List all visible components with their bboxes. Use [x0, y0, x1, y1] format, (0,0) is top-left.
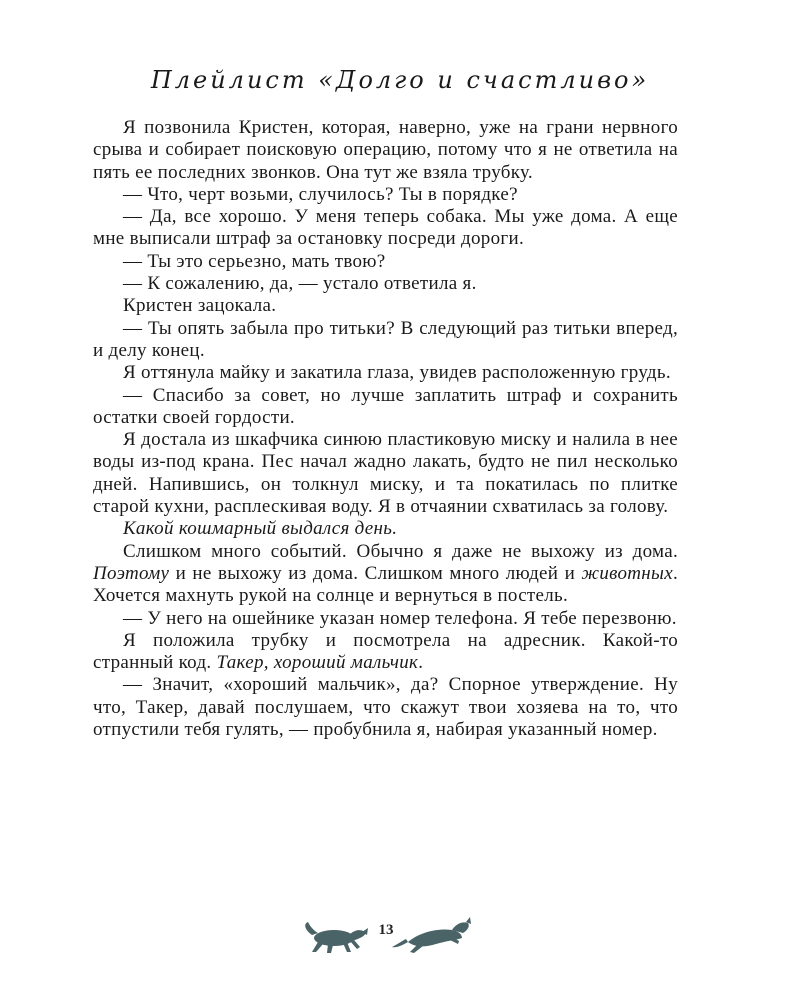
paragraph: [93, 295, 678, 317]
paragraph: [93, 429, 678, 518]
paragraph: [93, 518, 678, 540]
paragraph: [93, 184, 678, 206]
italic-run: Поэтому: [93, 562, 170, 584]
text-run: Я положила трубку и посмотрела на адресник. Какой-то странный код.: [93, 629, 678, 674]
paragraph: [93, 608, 678, 630]
text-run: . Хочется махнуть рукой на солнце и вернуться в постель.: [93, 562, 678, 607]
text-run: Я оттянула майку и закатила глаза, увидев расположенную грудь.: [123, 362, 671, 384]
paragraph: [93, 385, 678, 430]
text-run: Слишком много событий. Обычно я даже не выхожу из дома.: [123, 540, 678, 562]
text-run: — Да, все хорошо. У меня теперь собака. Мы уже дома. А еще мне выписали штраф за остановку посреди дороги.: [93, 206, 678, 250]
paragraph: [93, 541, 678, 608]
paragraph: [93, 206, 678, 251]
text-run: — Ты это серьезно, мать твою?: [123, 250, 386, 272]
paragraph: [93, 273, 678, 295]
paragraph: [93, 674, 678, 741]
dog-left-icon: [305, 922, 368, 953]
paragraph: [93, 318, 678, 363]
text-run: — Ты опять забыла про титьки? В следующий раз титьки вперед, и делу конец.: [93, 317, 678, 361]
paragraph: [93, 630, 678, 675]
italic-run: животных: [581, 562, 673, 584]
text-run: Я достала из шкафчика синюю пластиковую миску и налила в нее воды из-под крана. Пес начал жадно лакать, будто не пил несколько дней. Напившись, он толкнул миску, и та покатилась по плитке старой кухни, расплескивая воду. Я в отчаянии схватилась за голову.: [93, 429, 678, 518]
text-run: .: [418, 652, 424, 674]
text-run: Я позвонила Кристен, которая, наверно, уже на грани нервного срыва и собирает поисковую операцию, потому что я не ответила на пять ее последних звонков. Она тут же взяла трубку.: [93, 117, 678, 183]
text-run: — Что, черт возьми, случилось? Ты в порядке?: [123, 183, 518, 205]
paragraph: [93, 362, 678, 384]
text-run: — Значит, «хороший мальчик», да? Спорное утверждение. Ну что, Такер, давай послушаем, что скажут твои хозяева на то, что отпустили тебя гулять, — пробубнила я, набирая указанный номер.: [93, 674, 678, 741]
italic-run: Какой кошмарный выдался день.: [123, 518, 398, 540]
running-head: Плейлист «Долго и счастливо»: [150, 66, 650, 94]
page-number: 13: [378, 922, 394, 938]
text-run: и не выхожу из дома. Слишком много людей и: [169, 562, 582, 584]
text-run: Кристен зацокала.: [123, 295, 277, 317]
paragraph: [93, 251, 678, 273]
body-text: [93, 117, 678, 741]
text-run: — К сожалению, да, — устало ответила я.: [123, 273, 477, 295]
text-run: — Спасибо за совет, но лучше заплатить штраф и сохранить остатки своей гордости.: [93, 384, 678, 428]
paragraph: [93, 117, 678, 184]
italic-run: Такер, хороший мальчик: [216, 652, 419, 674]
text-run: — У него на ошейнике указан номер телефона. Я тебе перезвоню.: [123, 607, 677, 629]
